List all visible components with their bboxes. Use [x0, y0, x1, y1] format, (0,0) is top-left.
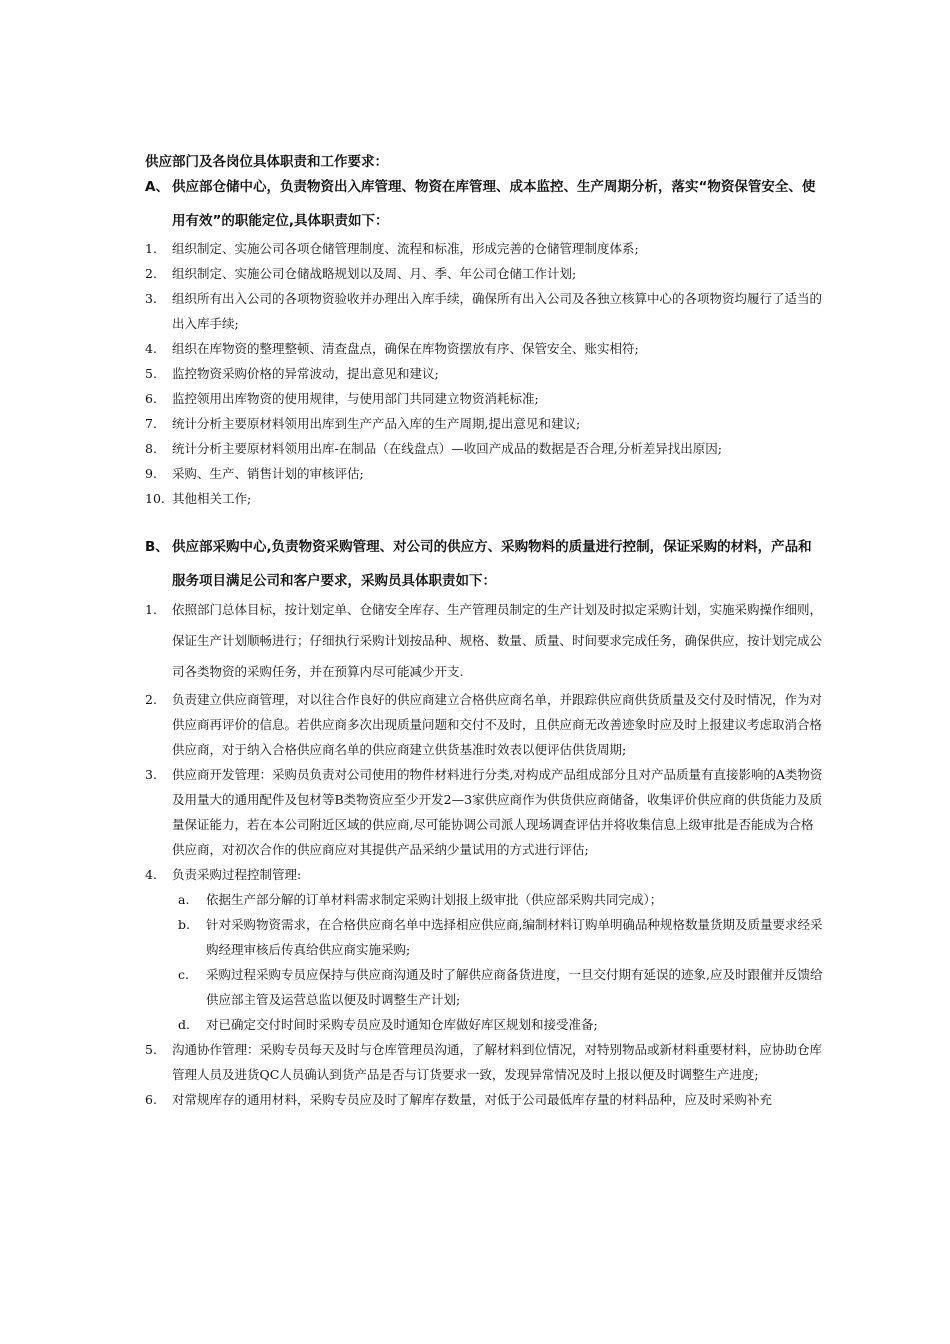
section-a-heading-text: 供应部仓储中心，负责物资出入库管理、物资在库管理、成本监控、生产周期分析，落实“物资保管安全、使用有效”的职能定位,具体职责如下：	[172, 179, 816, 229]
item-text: 负责采购过程控制管理:	[172, 867, 302, 882]
item-text: 对已确定交付时间时采购专员应及时通知仓库做好库区规划和接受准备;	[206, 1017, 598, 1032]
item-text: 组织在库物资的整理整顿、清查盘点，确保在库物资摆放有序、保管安全、账实相符;	[172, 341, 639, 356]
item-number: 2.	[145, 266, 157, 281]
list-item	[145, 762, 825, 862]
item-number: 9.	[145, 466, 157, 481]
item-number: 6.	[145, 1092, 157, 1107]
item-number: 6.	[145, 391, 157, 406]
item-text: 统计分析主要原材料领用出库到生产产品入库的生产周期,提出意见和建议;	[172, 416, 581, 431]
item-number: 5.	[145, 366, 157, 381]
item-text: 负责建立供应商管理，对以往合作良好的供应商建立合格供应商名单，并跟踪供应商供货质量及交付及时情况，作为对供应商再评价的信息。若供应商多次出现质量问题和交付不及时，且供应商无改善迹象时应及时上报建议考虑取消合格供应商，对于纳入合格供应商名单的供应商建立供货基准时效表以便评估供货周期;	[172, 692, 823, 757]
sub-list-item	[145, 962, 825, 1012]
list-item	[145, 687, 825, 762]
section-a-heading	[145, 170, 825, 238]
item-text: 采购过程采购专员应保持与供应商沟通及时了解供应商备货进度，一旦交付期有延误的迹象,应及时跟催并反馈给供应部主管及运营总监以便及时调整生产计划;	[206, 967, 823, 1007]
section-b-heading	[145, 530, 825, 598]
item-text: 沟通协作管理：采购专员每天及时与仓库管理员沟通，了解材料到位情况，对特别物品或新材料重要材料，应协助仓库管理人员及进货QC人员确认到货产品是否与订货要求一致，发现异常情况及时上报以便及时调整生产进度;	[172, 1042, 823, 1082]
list-item	[145, 862, 825, 887]
section-a-list	[145, 236, 825, 511]
section-b-marker: B、	[145, 539, 169, 555]
section-b-list	[145, 594, 825, 1112]
item-number: 10.	[145, 491, 165, 506]
list-item	[145, 411, 825, 436]
item-text: 针对采购物资需求，在合格供应商名单中选择相应供应商,编制材料订购单明确品种规格数量货期及质量要求经采购经理审核后传真给供应商实施采购;	[206, 917, 823, 957]
item-number: 1.	[145, 241, 157, 256]
sub-list-item	[145, 1012, 825, 1037]
item-text: 依照部门总体目标，按计划定单、仓储安全库存、生产管理员制定的生产计划及时拟定采购计划，实施采购操作细则，保证生产计划顺畅进行；仔细执行采购计划按品种、规格、数量、质量、时间要求完成任务，确保供应，按计划完成公司各类物资的采购任务，并在预算内尽可能减少开支.	[172, 602, 823, 679]
item-number: 7.	[145, 416, 157, 431]
item-number: 3.	[145, 767, 157, 782]
item-number: 8.	[145, 441, 157, 456]
list-item	[145, 286, 825, 336]
list-item	[145, 461, 825, 486]
item-number: 4.	[145, 867, 157, 882]
list-item	[145, 261, 825, 286]
item-number: 2.	[145, 692, 157, 707]
list-item	[145, 1087, 825, 1112]
list-item	[145, 436, 825, 461]
item-text: 组织所有出入公司的各项物资验收并办理出入库手续，确保所有出入公司及各独立核算中心的各项物资均履行了适当的出入库手续;	[172, 291, 823, 331]
item-number: 3.	[145, 291, 157, 306]
list-item	[145, 361, 825, 386]
item-letter: c.	[178, 967, 189, 982]
list-item	[145, 1037, 825, 1087]
item-text: 监控物资采购价格的异常波动，提出意见和建议;	[172, 366, 439, 381]
section-b-heading-text: 供应部采购中心,负责物资采购管理、对公司的供应方、采购物料的质量进行控制，保证采购的材料，产品和服务项目满足公司和客户要求，采购员具体职责如下：	[172, 539, 812, 589]
document-title: 供应部门及各岗位具体职责和工作要求：	[145, 154, 388, 170]
item-text: 对常规库存的通用材料，采购专员应及时了解库存数量，对低于公司最低库存量的材料品种，应及时采购补充	[172, 1092, 773, 1107]
item-text: 组织制定、实施公司各项仓储管理制度、流程和标准，形成完善的仓储管理制度体系;	[172, 241, 639, 256]
section-a-marker: A、	[145, 179, 169, 195]
list-item	[145, 594, 825, 687]
list-item	[145, 386, 825, 411]
item-text: 统计分析主要原材料领用出库-在制品（在线盘点）—收回产成品的数据是否合理,分析差异找出原因;	[172, 441, 722, 456]
item-text: 依据生产部分解的订单材料需求制定采购计划报上级审批（供应部采购共同完成）；	[206, 892, 663, 907]
item-text: 其他相关工作;	[172, 491, 252, 506]
item-letter: d.	[178, 1017, 190, 1032]
sub-list-item	[145, 887, 825, 912]
list-item	[145, 486, 825, 511]
item-letter: b.	[178, 917, 190, 932]
list-item	[145, 336, 825, 361]
item-letter: a.	[178, 892, 190, 907]
item-text: 采购、生产、销售计划的审核评估;	[172, 466, 364, 481]
item-text: 供应商开发管理：采购员负责对公司使用的物件材料进行分类,对构成产品组成部分且对产品质量有直接影响的A类物资及用量大的通用配件及包材等B类物资应至少开发2—3家供应商作为供货供应商储备，收集评价供应商的供货能力及质量保证能力，若在本公司附近区域的供应商,尽可能协调公司派人现场调查评估并将收集信息上级审批是否能成为合格供应商，对初次合作的供应商应对其提供产品采纳少量试用的方式进行评估;	[172, 767, 823, 857]
item-number: 4.	[145, 341, 157, 356]
sub-list-item	[145, 912, 825, 962]
item-number: 5.	[145, 1042, 157, 1057]
item-number: 1.	[145, 602, 157, 617]
list-item	[145, 236, 825, 261]
item-text: 监控领用出库物资的使用规律，与使用部门共同建立物资消耗标准;	[172, 391, 539, 406]
item-text: 组织制定、实施公司仓储战略规划以及周、月、季、年公司仓储工作计划;	[172, 266, 577, 281]
